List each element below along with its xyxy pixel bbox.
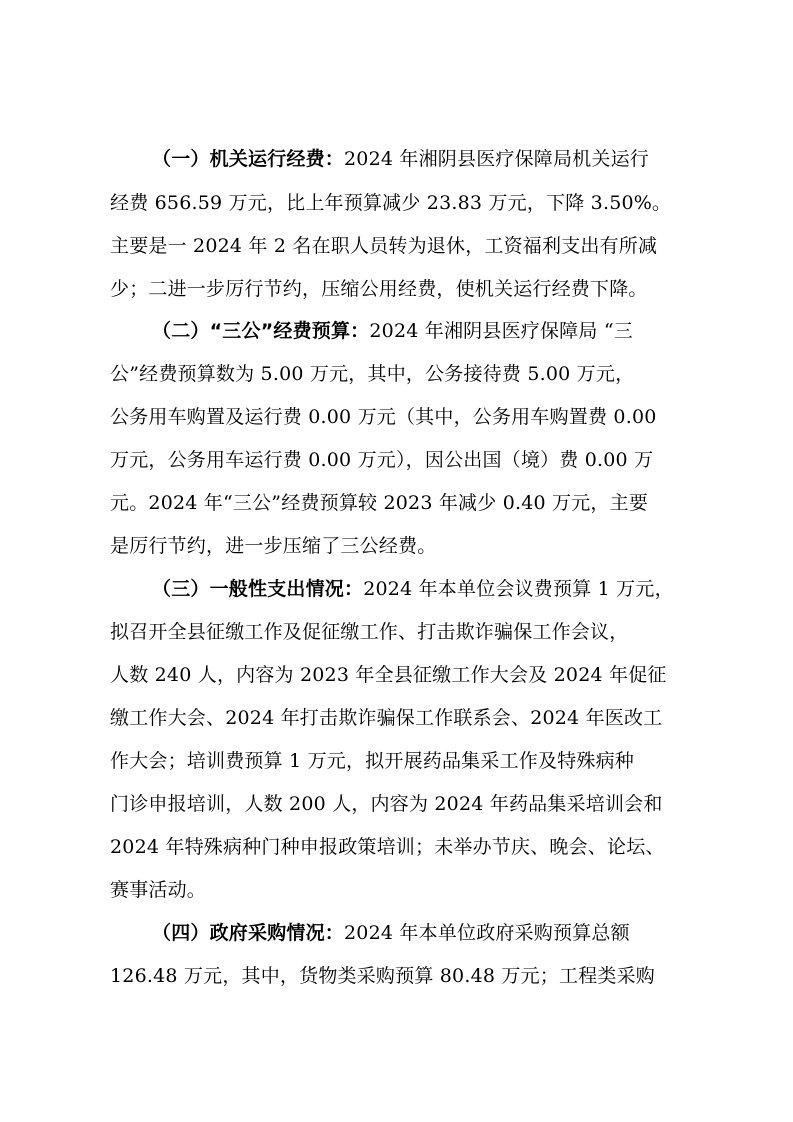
paragraph-2-line-3: 公务用车购置及运行费 0.00 万元（其中，公务用车购置费 0.00	[110, 406, 657, 428]
paragraph-1-line-4: 少；二进一步厉行节约，压缩公用经费，使机关运行经费下降。	[110, 278, 648, 300]
paragraph-3-line-7: 2024 年特殊病种门种申报政策培训；未举办节庆、晚会、论坛、	[110, 836, 665, 858]
paragraph-4-heading: （四）政府采购情况：	[152, 922, 345, 944]
paragraph-3-line-1	[152, 578, 674, 602]
paragraph-1-text: 2024 年湘阴县医疗保障局机关运行	[344, 148, 650, 170]
paragraph-4-text: 2024 年本单位政府采购预算总额	[344, 922, 630, 944]
paragraph-2-line-4: 万元，公务用车运行费 0.00 万元），因公出国（境）费 0.00 万	[110, 449, 654, 471]
paragraph-2-line-1	[152, 320, 633, 344]
paragraph-2-line-5: 元。2024 年“三公”经费预算较 2023 年减少 0.40 万元，主要	[110, 492, 649, 514]
paragraph-1-heading: （一）机关运行经费：	[152, 148, 345, 170]
paragraph-3-line-3: 人数 240 人，内容为 2023 年全县征缴工作大会及 2024 年促征	[110, 664, 667, 686]
paragraph-2-text: 2024 年湘阴县医疗保障局 “三	[369, 320, 633, 342]
paragraph-3-line-4: 缴工作大会、2024 年打击欺诈骗保工作联系会、2024 年医改工	[110, 707, 663, 729]
paragraph-2-heading: （二）“三公”经费预算：	[152, 320, 370, 342]
paragraph-3-heading: （三）一般性支出情况：	[152, 578, 364, 600]
paragraph-2-line-2: 公”经费预算数为 5.00 万元，其中，公务接待费 5.00 万元，	[110, 363, 635, 385]
paragraph-1-line-3: 主要是一 2024 年 2 名在职人员转为退休，工资福利支出有所减	[110, 235, 658, 257]
paragraph-1-line-2: 经费 656.59 万元，比上年预算减少 23.83 万元，下降 3.50%。	[110, 192, 672, 214]
paragraph-4-line-2: 126.48 万元，其中，货物类采购预算 80.48 万元；工程类采购	[110, 965, 655, 987]
paragraph-2-line-6: 是厉行节约，进一步压缩了三公经费。	[110, 535, 437, 557]
paragraph-3-line-2: 拟召开全县征缴工作及促征缴工作、打击欺诈骗保工作会议，	[110, 621, 629, 643]
paragraph-3-line-5: 作大会；培训费预算 1 万元，拟开展药品集采工作及特殊病种	[110, 750, 634, 772]
paragraph-3-line-8: 赛事活动。	[110, 879, 207, 901]
paragraph-3-line-6: 门诊申报培训，人数 200 人，内容为 2024 年药品集采培训会和	[110, 793, 663, 815]
paragraph-4-line-1	[152, 922, 630, 946]
paragraph-1-line-1	[152, 148, 649, 172]
paragraph-3-text: 2024 年本单位会议费预算 1 万元，	[363, 578, 674, 600]
